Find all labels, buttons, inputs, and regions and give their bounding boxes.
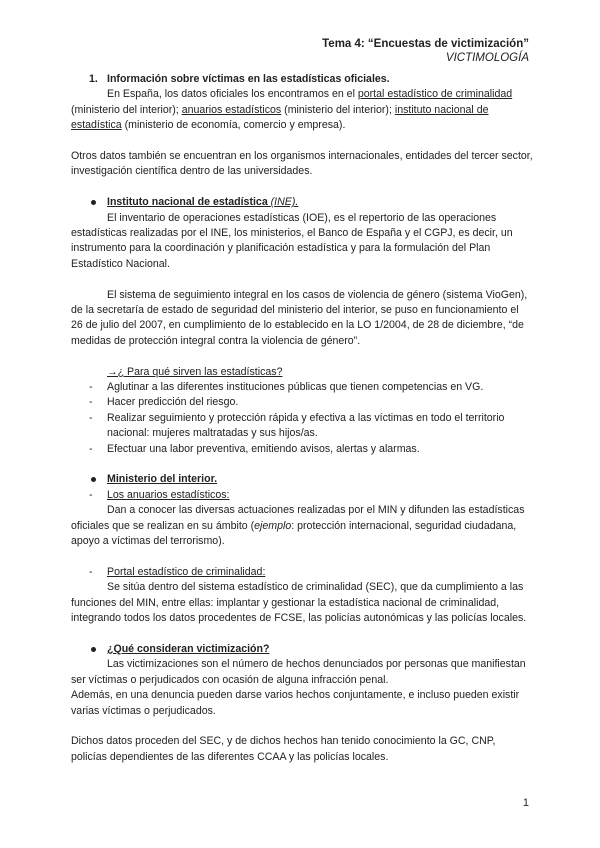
anuarios-title: Los anuarios estadísticos:	[107, 488, 230, 501]
ine-abbr: (INE).	[270, 196, 299, 209]
dash-marker: -	[89, 565, 93, 578]
section-title: Información sobre víctimas en las estadísticas oficiales.	[107, 73, 390, 85]
list-item-text: Realizar seguimiento y protección rápida y efectiva a las víctimas en todo el territorio nacional: mujeres maltratadas y sus hijos/as.	[107, 411, 505, 440]
portal-title: Portal estadístico de criminalidad:	[107, 565, 266, 578]
list-item	[71, 395, 533, 410]
official-data-paragraph	[71, 87, 533, 133]
text-run: En España, los datos oficiales los encontramos en el	[107, 88, 358, 101]
header-subject: VICTIMOLOGÍA	[445, 52, 529, 64]
ioe-paragraph: El inventario de operaciones estadísticas (IOE), es el repertorio de las operaciones estadísticas realizadas por el INE, los ministerios, el Banco de España y el CGPJ, es decir, un instrumento para la coordinación y planificación estadística y para la formulación del Plan Estadístico Nacional.	[71, 211, 513, 270]
bullet-icon	[91, 647, 96, 652]
anuarios-paragraph	[71, 503, 533, 549]
sources-paragraph: Dichos datos proceden del SEC, y de dichos hechos han tenido conocimiento la GC, CNP, policías dependientes de las diferentes CCAA y las policías locales.	[71, 735, 496, 763]
text-run: : protección internacional, seguridad ciudadana, apoyo a víctimas del terrorismo).	[71, 519, 517, 548]
list-item	[71, 411, 533, 442]
section-1-heading	[71, 72, 533, 87]
dash-marker: -	[89, 442, 93, 455]
text-run: (ministerio de economía, comercio y empresa).	[121, 119, 346, 132]
link-ine: instituto nacional de estadística	[71, 103, 489, 132]
anuarios-subheading	[71, 488, 533, 503]
dash-marker: -	[89, 411, 93, 424]
victimizacion-heading	[71, 642, 533, 657]
document-body	[71, 72, 533, 765]
portal-subheading	[71, 565, 533, 580]
ministerio-heading	[71, 472, 533, 487]
denuncia-paragraph: Además, en una denuncia pueden darse varios hechos conjuntamente, e incluso pueden existir varias víctimas o perjudicados.	[71, 689, 520, 717]
victimizacion-title: ¿Qué consideran victimización?	[107, 642, 270, 655]
stats-question: →¿ Para qué sirven las estadísticas?	[107, 365, 283, 378]
dash-marker: -	[89, 396, 93, 409]
list-item	[71, 380, 533, 395]
portal-paragraph: Se sitúa dentro del sistema estadístico de criminalidad (SEC), que da cumplimiento a las funciones del MIN, entre ellas: implantar y gestionar la estadística nacional de criminalidad, integrando todos los datos procedentes de FCSE, las policías autonómicas y las policías locales.	[71, 581, 527, 625]
viogen-paragraph: El sistema de seguimiento integral en los casos de violencia de género (sistema VioGen), de la secretaría de estado de seguridad del ministerio del interior, se puso en funcionamiento el 26 de julio del 2007, en cumplimiento de lo establecido en la LO 1/2004, de 28 de diciembre, “de medidas de protección integral contra la violencia de género”.	[71, 288, 528, 347]
dash-marker: -	[89, 381, 93, 394]
ine-title: Instituto nacional de estadística	[107, 196, 271, 209]
victimizacion-paragraph: Las victimizaciones son el número de hechos denunciados por personas que manifiestan ser víctimas o perjudicados con ocasión de alguna infracción penal.	[71, 658, 526, 686]
other-sources-paragraph: Otros datos también se encuentran en los organismos internacionales, entidades del tercer sector, investigación científica dentro de las universidades.	[71, 150, 533, 178]
ministerio-title: Ministerio del interior.	[107, 473, 218, 486]
text-run: (ministerio del interior);	[71, 103, 182, 116]
page-number: 1	[522, 797, 529, 809]
link-portal-estadistico: portal estadístico de criminalidad	[357, 88, 513, 101]
link-anuarios: anuarios estadísticos	[181, 103, 282, 116]
text-run: Dan a conocer las diversas actuaciones realizadas por el MIN y difunden las estadísticas oficiales que se realizan en su ámbito (	[71, 504, 525, 532]
list-item-text: Hacer predicción del riesgo.	[107, 396, 239, 409]
list-item-text: Efectuar una labor preventiva, emitiendo avisos, alertas y alarmas.	[107, 442, 420, 455]
ine-heading	[71, 195, 533, 210]
list-item-text: Aglutinar a las diferentes instituciones públicas que tienen competencias en VG.	[107, 381, 484, 394]
stats-purpose-list	[71, 380, 533, 457]
header-title: Tema 4: “Encuestas de victimización”	[322, 38, 529, 50]
list-item	[71, 442, 533, 457]
dash-marker: -	[89, 488, 93, 501]
text-run-italic: ejemplo	[254, 519, 292, 532]
section-number: 1.	[89, 73, 98, 85]
text-run: (ministerio del interior);	[281, 103, 395, 116]
